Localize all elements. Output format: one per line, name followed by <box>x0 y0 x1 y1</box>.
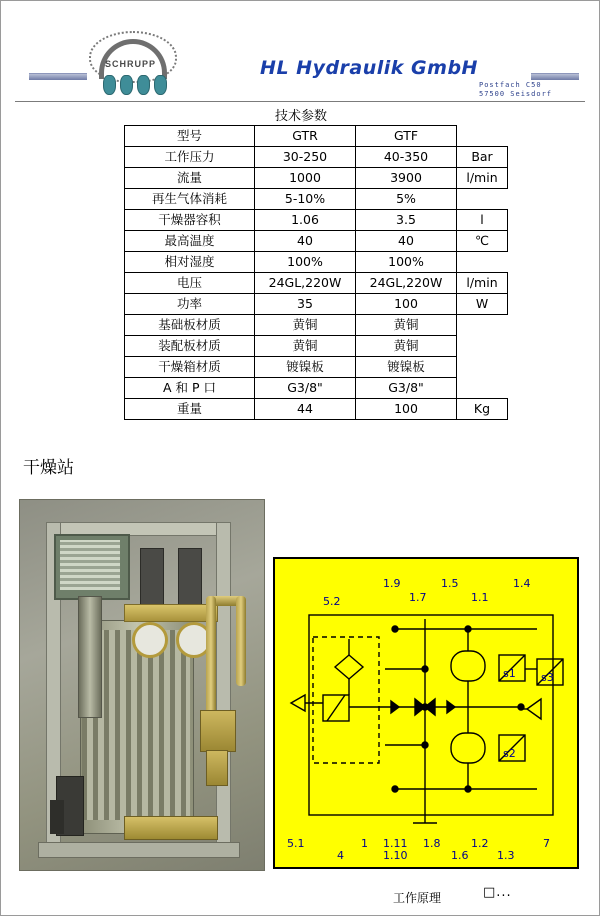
cell-gtf: 5% <box>356 189 457 210</box>
cell-unit: l/min <box>457 168 508 189</box>
photo-brass-block-lower <box>206 750 228 786</box>
table-row <box>125 399 508 420</box>
table-row <box>125 231 508 252</box>
cell-gtf: G3/8" <box>356 378 457 399</box>
spec-table-body <box>125 126 508 420</box>
cell-gtf: 黄铜 <box>356 315 457 336</box>
photo-frame-right-post <box>216 522 231 854</box>
photo-valve-right <box>178 548 202 608</box>
cell-label: 基础板材质 <box>125 315 255 336</box>
cell-gtf: 24GL,220W <box>356 273 457 294</box>
diagram-label-s3: s3 <box>541 671 554 684</box>
hydraulic-schematic <box>273 557 579 869</box>
cell-unit <box>457 357 508 378</box>
cell-gtr: 24GL,220W <box>255 273 356 294</box>
cell-unit: Bar <box>457 147 508 168</box>
diagram-label-1-10: 1.10 <box>383 849 408 862</box>
diagram-label-7: 7 <box>543 837 550 850</box>
header-rule-left <box>29 73 87 80</box>
diagram-label-1-9: 1.9 <box>383 577 401 590</box>
table-row <box>125 273 508 294</box>
photo-control-box-grille <box>60 540 120 590</box>
cell-gtf: 黄铜 <box>356 336 457 357</box>
cell-gtf: 40-350 <box>356 147 457 168</box>
table-row <box>125 357 508 378</box>
cell-gtr: 1000 <box>255 168 356 189</box>
header-rule-right <box>531 73 579 80</box>
cell-gtf: GTF <box>356 126 457 147</box>
diagram-label-1-8: 1.8 <box>423 837 441 850</box>
diagram-label-1-5: 1.5 <box>441 577 459 590</box>
photo-black-unit-side <box>50 800 64 834</box>
cell-gtr: 35 <box>255 294 356 315</box>
cell-gtf: 镀镍板 <box>356 357 457 378</box>
brand-address-line2: 57500 Seisdorf <box>479 90 553 98</box>
cell-label: A 和 P 口 <box>125 378 255 399</box>
drying-station-photo <box>19 499 265 871</box>
cell-gtf: 100 <box>356 294 457 315</box>
cell-gtf: 100 <box>356 399 457 420</box>
cell-unit <box>457 378 508 399</box>
cell-label: 装配板材质 <box>125 336 255 357</box>
diagram-label-5-1: 5.1 <box>287 837 305 850</box>
cell-gtr: 镀镍板 <box>255 357 356 378</box>
table-row <box>125 294 508 315</box>
photo-pressure-gauge-left <box>132 622 168 658</box>
cell-label: 干燥器容积 <box>125 210 255 231</box>
photo-pipe-vertical-outer <box>236 596 246 686</box>
cell-unit <box>457 315 508 336</box>
cell-gtr: 黄铜 <box>255 336 356 357</box>
cell-label: 干燥箱材质 <box>125 357 255 378</box>
diagram-label-1-1: 1.1 <box>471 591 489 604</box>
cell-unit <box>457 252 508 273</box>
cell-label: 重量 <box>125 399 255 420</box>
cell-unit: Kg <box>457 399 508 420</box>
cell-unit <box>457 189 508 210</box>
table-row <box>125 147 508 168</box>
table-row <box>125 210 508 231</box>
company-logo <box>89 31 181 97</box>
brand-title: HL Hydraulik GmbH <box>260 57 478 79</box>
spec-table-title: 技术参数 <box>274 109 327 124</box>
photo-cylinder <box>78 596 102 718</box>
logo-text: SCHRUPP <box>105 59 157 69</box>
brand-address-line1: Postfach C50 <box>479 81 542 89</box>
diagram-caption: 工作原理 <box>393 891 442 905</box>
cell-gtr: 100% <box>255 252 356 273</box>
cell-gtf: 100% <box>356 252 457 273</box>
cell-unit: W <box>457 294 508 315</box>
photo-valve-left <box>140 548 164 608</box>
photo-base-manifold <box>124 816 218 840</box>
page-header <box>1 1 599 98</box>
cell-unit: l/min <box>457 273 508 294</box>
table-row <box>125 315 508 336</box>
cell-unit: l <box>457 210 508 231</box>
cell-gtr: 30-250 <box>255 147 356 168</box>
cell-label: 型号 <box>125 126 255 147</box>
cell-unit <box>457 126 508 147</box>
cell-gtr: GTR <box>255 126 356 147</box>
cell-label: 最高温度 <box>125 231 255 252</box>
diagram-label-1-7: 1.7 <box>409 591 427 604</box>
diagram-label-s2: s2 <box>503 747 516 760</box>
table-row <box>125 336 508 357</box>
section-title: 干燥站 <box>23 458 74 478</box>
cell-label: 相对湿度 <box>125 252 255 273</box>
cell-label: 功率 <box>125 294 255 315</box>
cell-gtr: 黄铜 <box>255 315 356 336</box>
diagram-label-s1: s1 <box>503 667 516 680</box>
spec-table <box>124 125 508 420</box>
cell-unit: ℃ <box>457 231 508 252</box>
table-row <box>125 168 508 189</box>
cell-gtr: 5-10% <box>255 189 356 210</box>
cell-gtr: 1.06 <box>255 210 356 231</box>
logo-drops-icon <box>103 75 167 95</box>
diagram-label-4: 4 <box>337 849 344 862</box>
schematic-svg <box>275 559 577 867</box>
cell-gtf: 3900 <box>356 168 457 189</box>
table-row <box>125 252 508 273</box>
diagram-label-5-2: 5.2 <box>323 595 341 608</box>
diagram-label-1-6: 1.6 <box>451 849 469 862</box>
diagram-label-1-11: 1.11 <box>383 837 408 850</box>
cell-label: 流量 <box>125 168 255 189</box>
diagram-label-1-2: 1.2 <box>471 837 489 850</box>
cell-gtr: G3/8" <box>255 378 356 399</box>
brand-address <box>479 81 552 99</box>
cell-gtf: 3.5 <box>356 210 457 231</box>
header-divider <box>15 101 585 102</box>
table-row <box>125 126 508 147</box>
cell-gtf: 40 <box>356 231 457 252</box>
cell-label: 工作压力 <box>125 147 255 168</box>
photo-frame-base <box>38 842 240 858</box>
diagram-label-1: 1 <box>361 837 368 850</box>
cell-label: 电压 <box>125 273 255 294</box>
diagram-label-1-3: 1.3 <box>497 849 515 862</box>
photo-brass-block <box>200 710 236 752</box>
table-row <box>125 189 508 210</box>
cell-label: 再生气体消耗 <box>125 189 255 210</box>
cell-gtr: 40 <box>255 231 356 252</box>
diagram-label-1-4: 1.4 <box>513 577 531 590</box>
photo-pipe-vertical-inner <box>206 596 216 716</box>
page-mark: □... <box>483 885 512 900</box>
photo-brass-manifold <box>124 604 218 622</box>
cell-gtr: 44 <box>255 399 356 420</box>
table-row <box>125 378 508 399</box>
cell-unit <box>457 336 508 357</box>
